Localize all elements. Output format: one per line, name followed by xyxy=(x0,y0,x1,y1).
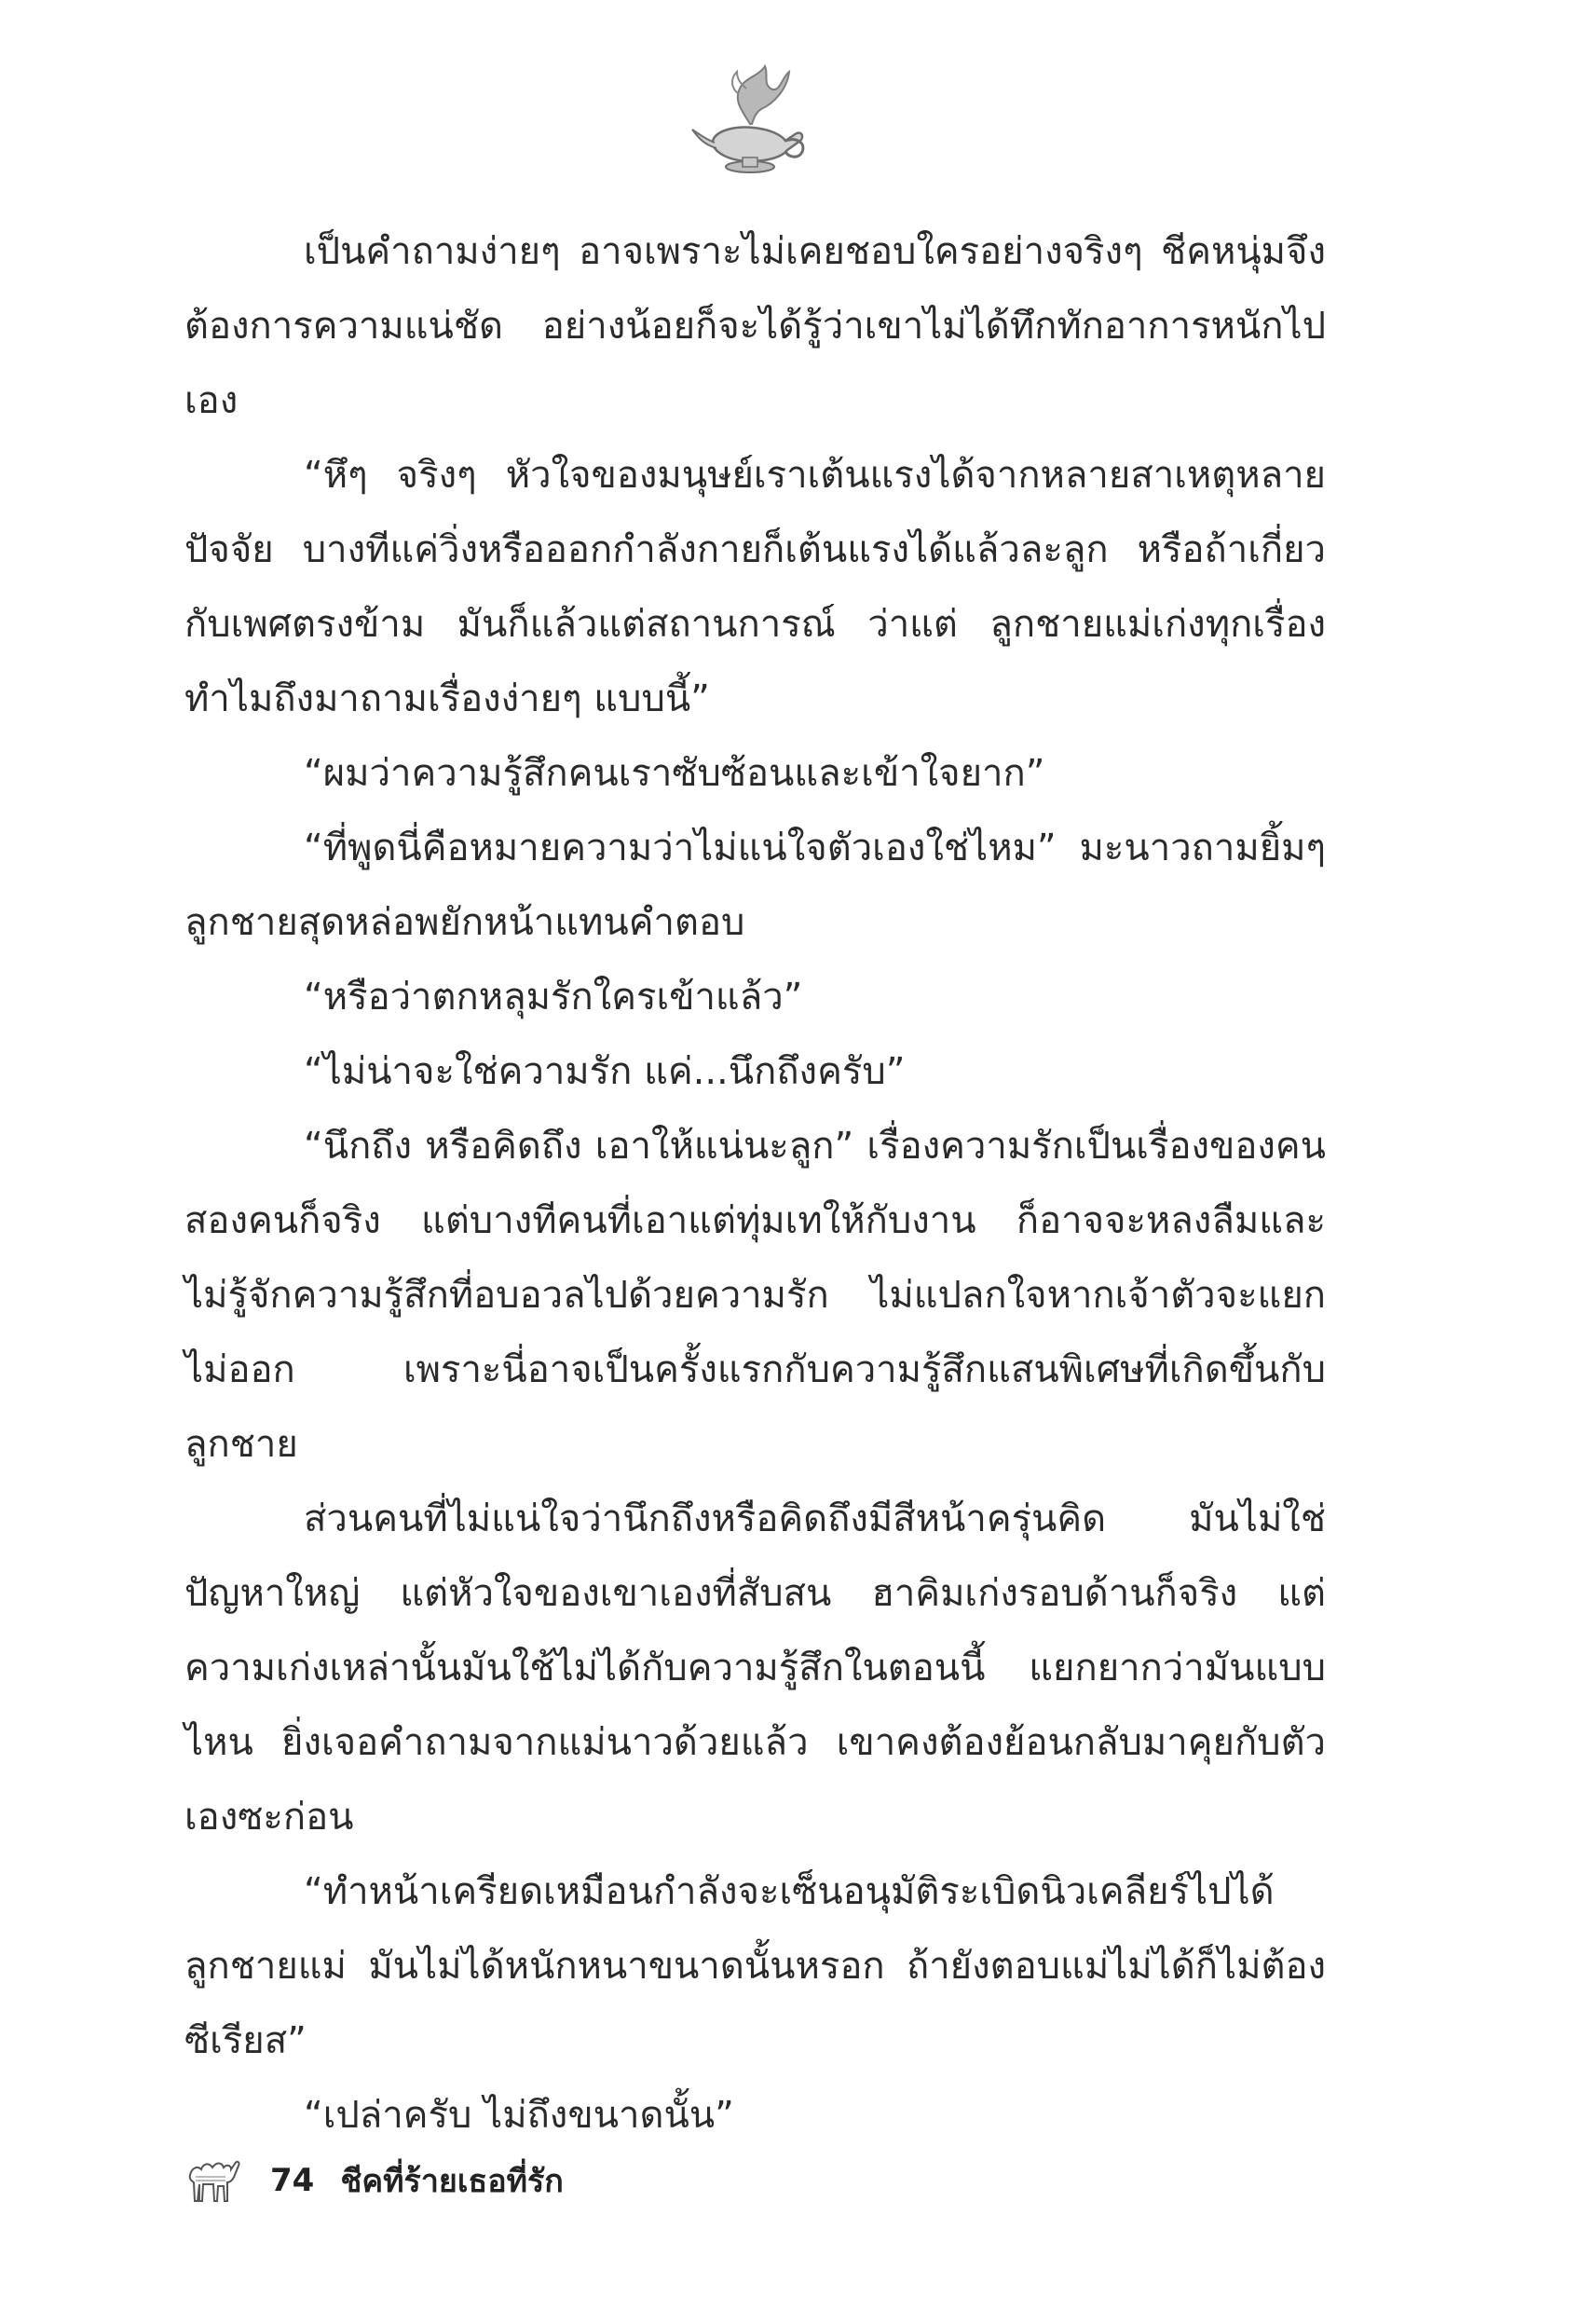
camel-icon xyxy=(184,2154,242,2207)
paragraph: “เปล่าครับ ไม่ถึงขนาดนั้น” xyxy=(304,2094,734,2137)
body-text xyxy=(184,214,1326,2153)
paragraph: “หรือว่าตกหลุมรักใครเข้าแล้ว” xyxy=(304,976,803,1019)
book-title: ชีคที่ร้ายเธอที่รัก xyxy=(340,2163,564,2200)
paragraph: “หึๆ จริงๆ หัวใจของมนุษย์เราเต้นแรงได้จากหลายสาเหตุหลายปัจจัย บางทีแค่วิ่งหรือออกกำลังกายก็เต้นแรงได้แล้วละลูก หรือถ้าเกี่ยวกับเพศตรงข้าม มันก็แล้วแต่สถานการณ์ ว่าแต่ ลูกชายแม่เก่งทุกเรื่อง ทำไมถึงมาถามเรื่องง่ายๆ แบบนี้” xyxy=(184,454,1326,720)
paragraph: เป็นคำถามง่ายๆ อาจเพราะไม่เคยชอบใครอย่างจริงๆ ชีคหนุ่มจึงต้องการความแน่ชัด อย่างน้อยก็จะได้รู้ว่าเขาไม่ได้ทึกทักอาการหนักไปเอง xyxy=(184,230,1326,422)
page-number: 74 xyxy=(270,2162,315,2199)
page-footer xyxy=(184,2148,837,2213)
paragraph: ส่วนคนที่ไม่แน่ใจว่านึกถึงหรือคิดถึงมีสีหน้าครุ่นคิด มันไม่ใช่ปัญหาใหญ่ แต่หัวใจของเขาเองที่สับสน ฮาคิมเก่งรอบด้านก็จริง แต่ความเก่งเหล่านั้นมันใช้ไม่ได้กับความรู้สึกในตอนนี้ แยกยากว่ามันแบบไหน ยิ่งเจอคำถามจากแม่นาวด้วยแล้ว เขาคงต้องย้อนกลับมาคุยกับตัวเองซะก่อน xyxy=(184,1497,1326,1839)
paragraph: “ไม่น่าจะใช่ความรัก แค่...นึกถึงครับ” xyxy=(304,1050,906,1093)
paragraph: “ที่พูดนี่คือหมายความว่าไม่แน่ใจตัวเองใช่ไหม” มะนาวถามยิ้มๆ ลูกชายสุดหล่อพยักหน้าแทนคำตอบ xyxy=(184,827,1326,944)
genie-lamp-icon xyxy=(685,51,815,182)
paragraph: “ทำหน้าเครียดเหมือนกำลังจะเซ็นอนุมัติระเบิดนิวเคลียร์ไปได้ ลูกชายแม่ มันไม่ได้หนักหนาขนาดนั้นหรอก ถ้ายังตอบแม่ไม่ได้ก็ไม่ต้องซีเรียส” xyxy=(184,1870,1326,2062)
paragraph: “นึกถึง หรือคิดถึง เอาให้แน่นะลูก” เรื่องความรักเป็นเรื่องของคนสองคนก็จริง แต่บางทีคนที่เอาแต่ทุ่มเทให้กับงาน ก็อาจจะหลงลืมและไม่รู้จักความรู้สึกที่อบอวลไปด้วยความรัก ไม่แปลกใจหากเจ้าตัวจะแยกไม่ออก เพราะนี่อาจเป็นครั้งแรกกับความรู้สึกแสนพิเศษที่เกิดขึ้นกับลูกชาย xyxy=(184,1125,1326,1466)
paragraph: “ผมว่าความรู้สึกคนเราซับซ้อนและเข้าใจยาก” xyxy=(304,752,1045,795)
